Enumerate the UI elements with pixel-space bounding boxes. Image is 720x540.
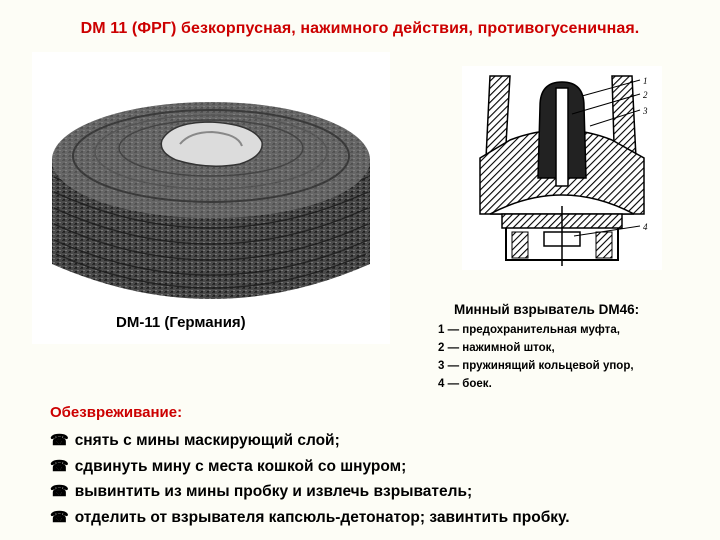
defusing-step [50, 428, 690, 454]
defusing-step [50, 479, 690, 505]
callout-2: 2 [643, 90, 648, 100]
slide-title: DM 11 (ФРГ) безкорпусная, нажимного действия, противогусеничная. [80, 20, 640, 37]
telephone-icon: ☎ [50, 483, 69, 500]
fuse-legend [438, 302, 708, 393]
defusing-section [50, 404, 690, 530]
step-text: сдвинуть мину с места кошкой со шнуром; [74, 457, 407, 475]
defusing-title: Обезвреживание: [50, 404, 183, 421]
telephone-icon: ☎ [50, 457, 69, 475]
mine-photo [32, 52, 390, 344]
fuse-cross-section [462, 66, 662, 270]
callout-1: 1 [643, 76, 648, 86]
telephone-icon: ☎ [50, 432, 69, 449]
photo-caption: DM-11 (Германия) [116, 314, 246, 331]
callout-3: 3 [643, 106, 648, 116]
mine-photo-image [32, 52, 390, 344]
legend-item: 2 — нажимной шток, [438, 342, 555, 354]
defusing-step [50, 505, 690, 531]
defusing-step [50, 454, 690, 480]
step-text: снять с мины маскирующий слой; [74, 432, 340, 449]
step-text: отделить от взрывателя капсюль-детонатор; завинтить пробку. [74, 508, 570, 526]
callout-4: 4 [643, 222, 648, 232]
fuse-diagram [462, 66, 662, 270]
telephone-icon: ☎ [50, 508, 69, 526]
legend-item: 4 — боек. [438, 378, 492, 390]
legend-item: 3 — пружинящий кольцевой упор, [438, 360, 634, 372]
legend-title: Минный взрыватель DM46: [454, 302, 640, 317]
step-text: вывинтить из мины пробку и извлечь взрыватель; [74, 483, 473, 500]
legend-item: 1 — предохранительная муфта, [438, 324, 620, 336]
